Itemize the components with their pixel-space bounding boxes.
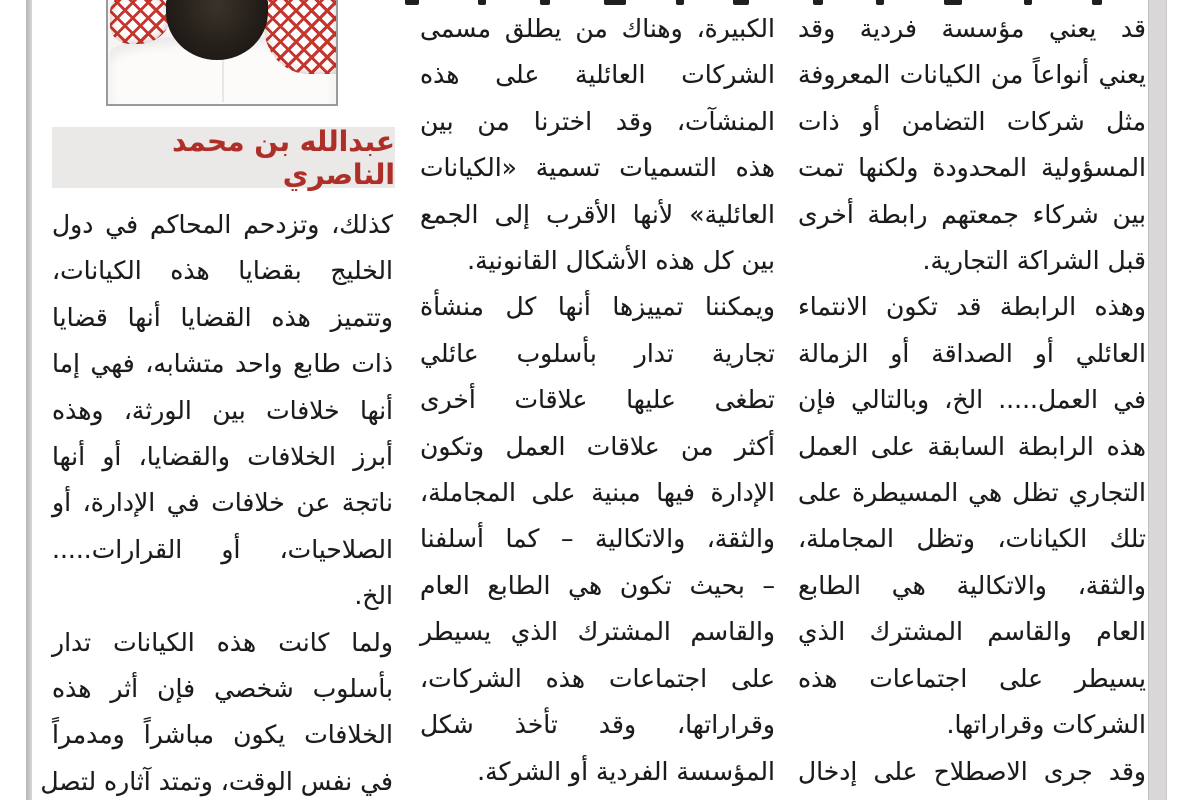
author-byline-box [52, 124, 395, 191]
text-line: العائلية» لأنها الأقرب إلى الجمع [420, 199, 775, 229]
text-line: المنشآت، وقد اخترنا من بين [420, 106, 775, 136]
text-line: العام والقاسم المشترك الذي [798, 617, 1146, 647]
cut-text-artifact [604, 0, 626, 5]
text-line: وقراراتها، وقد تأخذ شكل [420, 710, 775, 740]
cut-text-artifact [1024, 0, 1032, 5]
text-line: الخليج بقضايا هذه الكيانات، [52, 256, 393, 286]
text-line: بين كل هذه الأشكال القانونية. [467, 246, 775, 276]
text-line: يسيطر على اجتماعات هذه [798, 663, 1146, 693]
text-line: كذلك، وتزدحم المحاكم في دول [52, 210, 393, 239]
text-line: الشركات العائلية على هذه [420, 60, 775, 90]
text-line: وهذه الرابطة قد تكون الانتماء [798, 292, 1146, 322]
cut-text-artifact [478, 0, 486, 5]
article-column-middle [420, 6, 775, 795]
text-line: مثل شركات التضامن أو ذات [798, 106, 1146, 136]
article-column-left [40, 202, 393, 800]
cut-text-artifact [944, 0, 962, 5]
text-line: التجاري تظل هي المسيطرة على [798, 478, 1146, 508]
left-column-divider [26, 0, 32, 800]
text-line: قد يعني مؤسسة فردية وقد [798, 14, 1146, 43]
text-line: والقاسم المشترك الذي يسيطر [420, 617, 775, 647]
text-line: الخ. [354, 581, 393, 611]
text-line: الكبيرة، وهناك من يطلق مسمى [420, 14, 775, 43]
cut-text-artifact [1092, 0, 1102, 5]
text-line: والثقة، والاتكالية – كما أسلفنا [420, 524, 775, 554]
text-line: وقد جرى الاصطلاح على إدخال [798, 756, 1146, 786]
cut-text-artifact [813, 0, 823, 5]
cut-text-artifact [405, 0, 419, 5]
text-line: الصلاحيات، أو القرارات..... [52, 534, 393, 564]
author-name: عبدالله بن محمد الناصري [172, 124, 395, 191]
text-line: والثقة، والاتكالية هي الطابع [798, 570, 1146, 600]
author-photo [106, 0, 338, 106]
text-line: يعني أنواعاً من الكيانات المعروفة [798, 60, 1146, 90]
text-line: هذه الرابطة السابقة على العمل [798, 431, 1146, 461]
text-line: – بحيث تكون هي الطابع العام [420, 570, 775, 600]
text-line: ذات طابع واحد متشابه، فهي إما [52, 349, 393, 379]
cut-text-artifact [540, 0, 550, 5]
text-line: وتتميز هذه القضايا أنها قضايا [52, 302, 393, 332]
text-line: تجارية تدار بأسلوب عائلي [420, 338, 775, 368]
cut-text-artifact [876, 0, 884, 5]
text-line: بين شركاء جمعتهم رابطة أخرى [798, 199, 1146, 229]
text-line: المؤسسة الفردية أو الشركة. [477, 756, 775, 786]
text-line: الإدارة فيها مبنية على المجاملة، [420, 478, 775, 508]
text-line: الشركات وقراراتها. [946, 710, 1146, 740]
cut-text-artifact [676, 0, 684, 5]
text-line: العائلي أو الصداقة أو الزمالة [798, 338, 1146, 368]
text-line: الخلافات يكون مباشراً ومدمراً [52, 720, 393, 750]
text-line: هذه التسميات تسمية «الكيانات [420, 153, 775, 183]
right-column-divider [1148, 0, 1167, 800]
text-line: قبل الشراكة التجارية. [922, 246, 1146, 276]
text-line: تلك الكيانات، وتظل المجاملة، [798, 524, 1146, 554]
text-line: أبرز الخلافات والقضايا، أو أنها [52, 442, 393, 472]
text-line: ناتجة عن خلافات في الإدارة، أو [52, 488, 393, 518]
cut-text-artifact [733, 0, 749, 5]
text-line: المسؤولية المحدودة ولكنها تمت [798, 153, 1146, 183]
text-line: أنها خلافات بين الورثة، وهذه [52, 395, 393, 425]
thobe-collar-line [222, 58, 224, 102]
text-line: على اجتماعات هذه الشركات، [420, 663, 775, 693]
text-line: ولما كانت هذه الكيانات تدار [52, 627, 393, 657]
article-column-right [798, 6, 1146, 795]
text-line: تطغى عليها علاقات أخرى [420, 385, 775, 415]
text-line: أكثر من علاقات العمل وتكون [420, 431, 775, 461]
text-line: في نفس الوقت، وتمتد آثاره لتصل [40, 766, 393, 796]
text-line: في العمل..... الخ، وبالتالي فإن [798, 385, 1146, 415]
text-line: بأسلوب شخصي فإن أثر هذه [52, 674, 393, 704]
text-line: ويمكننا تمييزها أنها كل منشأة [420, 292, 775, 322]
